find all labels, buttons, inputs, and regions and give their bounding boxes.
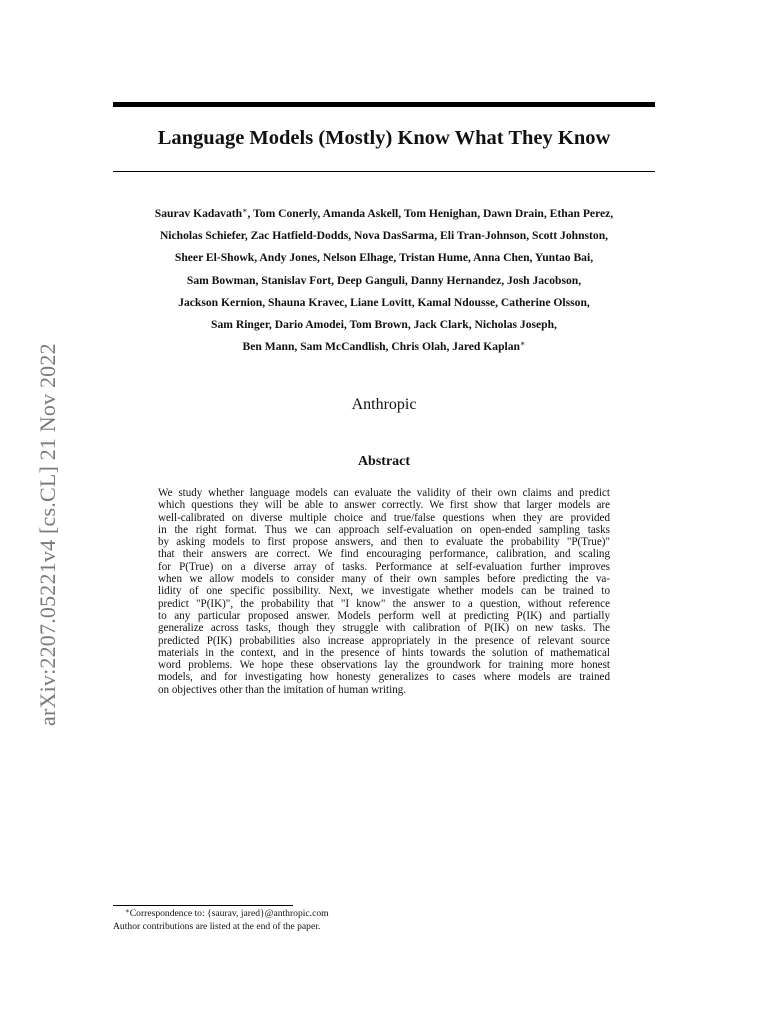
- abstract-line: models, and for investigating how honesty generalizes to cases where models are trained: [158, 671, 610, 684]
- abstract-heading: Abstract: [357, 454, 411, 469]
- author-line: [113, 336, 655, 358]
- footnote-contributions: Author contributions are listed at the end of the paper.: [113, 921, 321, 932]
- author-names: Ben Mann, Sam McCandlish, Chris Olah, Jared Kaplan: [242, 340, 520, 354]
- author-list: [113, 203, 655, 358]
- title-top-rule: [113, 102, 655, 107]
- affiliation: Anthropic: [351, 396, 417, 413]
- author-line: Jackson Kernion, Shauna Kravec, Liane Lovitt, Kamal Ndousse, Catherine Olsson,: [178, 295, 590, 309]
- correspondence-marker: ∗: [520, 339, 526, 349]
- arxiv-identifier-stamp: arXiv:2207.05221v4 [cs.CL] 21 Nov 2022: [35, 343, 60, 726]
- footnote-correspondence: [113, 907, 613, 920]
- correspondence-marker: ∗: [242, 206, 248, 215]
- abstract-line: word problems. We hope these observations lay the groundwork for training more honest: [158, 659, 610, 672]
- abstract-line: when we allow models to consider many of their own samples before predicting the va-: [158, 573, 610, 586]
- abstract-line: predicted P(IK) probabilities also increase appropriately in the presence of relevant source: [158, 634, 610, 647]
- footnote: [113, 907, 613, 933]
- author-name-first: Saurav Kadavath: [154, 207, 243, 220]
- abstract-body: [158, 487, 610, 696]
- correspondence-email-text: Correspondence to: {saurav, jared}@anthropic.com: [129, 908, 329, 919]
- author-line: Sam Bowman, Stanislav Fort, Deep Ganguli, Danny Hernandez, Josh Jacobson,: [186, 273, 582, 287]
- abstract-line: lidity of one specific possibility. Next, we investigate whether models can be trained to: [158, 585, 610, 598]
- abstract-line: in the right format. Thus we can approach self-evaluation on open-ended sampling tasks: [158, 523, 610, 536]
- footnote-rule: [113, 905, 293, 906]
- abstract-line: for P(True) on a diverse array of tasks. Performance at self-evaluation further improves: [158, 560, 610, 573]
- abstract-line: generalize across tasks, though they struggle with calibration of P(IK) on new tasks. The: [158, 622, 610, 635]
- author-line: Nicholas Schiefer, Zac Hatfield-Dodds, Nova DasSarma, Eli Tran-Johnson, Scott Johnston,: [159, 229, 609, 243]
- author-line: Sam Ringer, Dario Amodei, Tom Brown, Jack Clark, Nicholas Joseph,: [211, 317, 557, 331]
- author-line: Saurav Kadavath∗, Tom Conerly, Amanda Askell, Tom Henighan, Dawn Drain, Ethan Perez,: [154, 206, 614, 220]
- abstract-line: by asking models to first propose answers, and then to evaluate the probability "P(True)": [158, 536, 610, 549]
- abstract-line: which questions they will be able to answer correctly. We first show that larger models are: [158, 499, 610, 512]
- abstract-line: predict "P(IK)", the probability that "I know" the answer to a question, without reference: [158, 597, 610, 610]
- abstract-line: materials in the context, and in the presence of hints towards the solution of mathematical: [158, 646, 610, 659]
- author-names: Tom Conerly, Amanda Askell, Tom Henighan, Dawn Drain, Ethan Perez,: [253, 207, 614, 220]
- abstract-line: to any particular proposed answer. Models perform well at predicting P(IK) and partially: [158, 609, 610, 622]
- footnote-marker: ∗: [125, 907, 130, 915]
- author-line: Sheer El-Showk, Andy Jones, Nelson Elhage, Tristan Hume, Anna Chen, Yuntao Bai,: [174, 251, 594, 265]
- abstract-line: well-calibrated on diverse multiple choice and true/false questions when they are provided: [158, 511, 610, 524]
- abstract-line: We study whether language models can evaluate the validity of their own claims and predict: [158, 487, 610, 499]
- paper-title: Language Models (Mostly) Know What They Know: [157, 127, 611, 149]
- title-bottom-rule: [113, 171, 655, 172]
- abstract-line: on objectives other than the imitation of human writing.: [158, 683, 407, 696]
- abstract-line: that their answers are correct. We find encouraging performance, calibration, and scaling: [158, 548, 610, 561]
